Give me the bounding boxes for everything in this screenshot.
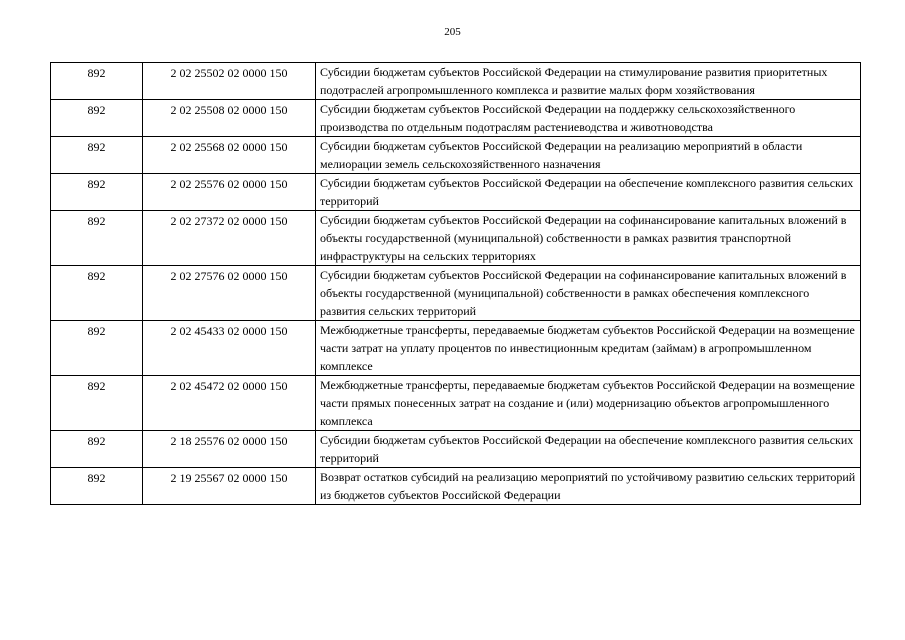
table-row — [51, 174, 861, 211]
budget-codes-table — [50, 62, 861, 505]
description-cell: Субсидии бюджетам субъектов Российской Федерации на софинансирование капитальных вложений в объекты государственной (муниципальной) собственности в рамках развития транспортной инфраструктуры на сельских территориях — [316, 211, 861, 266]
description-cell: Межбюджетные трансферты, передаваемые бюджетам субъектов Российской Федерации на возмещение части затрат на уплату процентов по инвестиционным кредитам (займам) в агропромышленном комплексе — [316, 321, 861, 376]
budget-code-cell: 2 02 25502 02 0000 150 — [143, 63, 316, 100]
budget-code-cell: 2 02 25568 02 0000 150 — [143, 137, 316, 174]
description-cell: Субсидии бюджетам субъектов Российской Федерации на обеспечение комплексного развития сельских территорий — [316, 431, 861, 468]
budget-code-cell: 2 02 27576 02 0000 150 — [143, 266, 316, 321]
description-cell: Возврат остатков субсидий на реализацию мероприятий по устойчивому развитию сельских территорий из бюджетов субъектов Российской Федерации — [316, 468, 861, 505]
table-row — [51, 137, 861, 174]
table-row — [51, 321, 861, 376]
budget-code-cell: 2 02 25576 02 0000 150 — [143, 174, 316, 211]
table-row — [51, 266, 861, 321]
budget-code-cell: 2 02 27372 02 0000 150 — [143, 211, 316, 266]
budget-code-cell: 2 18 25576 02 0000 150 — [143, 431, 316, 468]
budget-code-cell: 2 19 25567 02 0000 150 — [143, 468, 316, 505]
admin-code-cell: 892 — [51, 100, 143, 137]
description-cell: Субсидии бюджетам субъектов Российской Федерации на реализацию мероприятий в области мелиорации земель сельскохозяйственного назначения — [316, 137, 861, 174]
budget-code-cell: 2 02 45472 02 0000 150 — [143, 376, 316, 431]
table-row — [51, 100, 861, 137]
admin-code-cell: 892 — [51, 431, 143, 468]
table-row — [51, 63, 861, 100]
description-cell: Субсидии бюджетам субъектов Российской Федерации на софинансирование капитальных вложений в объекты государственной (муниципальной) собственности в рамках обеспечения комплексного развития сельских территорий — [316, 266, 861, 321]
admin-code-cell: 892 — [51, 266, 143, 321]
budget-code-cell: 2 02 25508 02 0000 150 — [143, 100, 316, 137]
budget-code-cell: 2 02 45433 02 0000 150 — [143, 321, 316, 376]
admin-code-cell: 892 — [51, 468, 143, 505]
description-cell: Субсидии бюджетам субъектов Российской Федерации на стимулирование развития приоритетных подотраслей агропромышленного комплекса и развитие малых форм хозяйствования — [316, 63, 861, 100]
admin-code-cell: 892 — [51, 174, 143, 211]
table-row — [51, 211, 861, 266]
admin-code-cell: 892 — [51, 376, 143, 431]
description-cell: Субсидии бюджетам субъектов Российской Федерации на поддержку сельскохозяйственного производства по отдельным подотраслям растениеводства и животноводства — [316, 100, 861, 137]
admin-code-cell: 892 — [51, 321, 143, 376]
admin-code-cell: 892 — [51, 211, 143, 266]
table-row — [51, 376, 861, 431]
admin-code-cell: 892 — [51, 63, 143, 100]
table-row — [51, 431, 861, 468]
admin-code-cell: 892 — [51, 137, 143, 174]
page-number: 205 — [444, 26, 461, 38]
table-body — [51, 63, 861, 505]
description-cell: Межбюджетные трансферты, передаваемые бюджетам субъектов Российской Федерации на возмещение части прямых понесенных затрат на создание и (или) модернизацию объектов агропромышленного комплекса — [316, 376, 861, 431]
table-row — [51, 468, 861, 505]
description-cell: Субсидии бюджетам субъектов Российской Федерации на обеспечение комплексного развития сельских территорий — [316, 174, 861, 211]
